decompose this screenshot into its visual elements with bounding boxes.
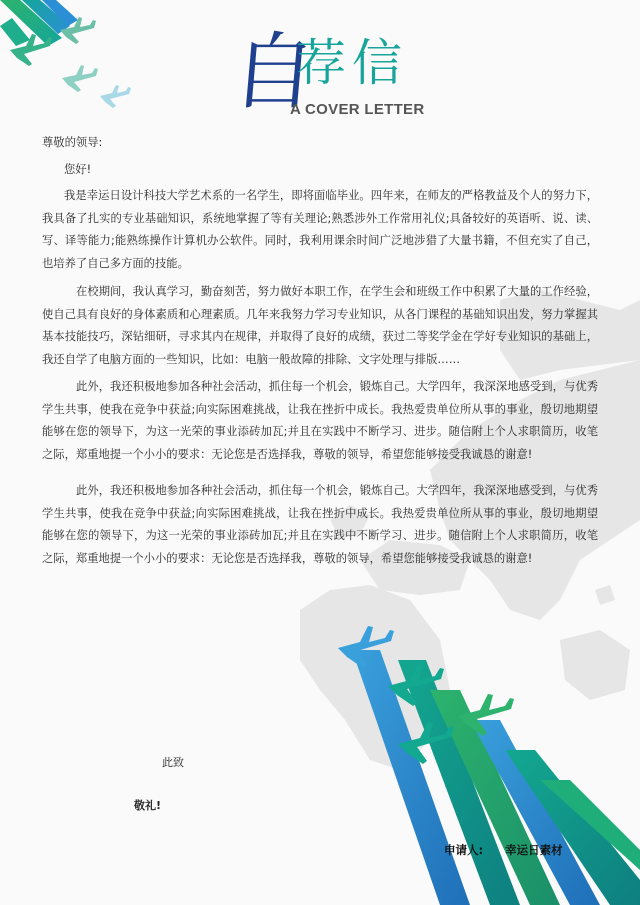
title-first-char: 自 — [227, 23, 321, 121]
paragraph-activities: 此外，我还积极地参加各种社会活动，抓住每一个机会，锻炼自己。大学四年，我深深地感受到，与优秀学生共事，使我在竞争中获益;向实际困难挑战，让我在挫折中成长。我热爱贵单位所从事的事业，殷切地期望能够在您的领导下，为这一光荣的事业添砖加瓦;并且在实践中不断学习、进步。随信附上个人求职简历，收笔之际，郑重地提一个小小的要求：无论您是否选择我，尊敬的领导，希望您能够接受我诚恳的谢意! — [42, 380, 598, 461]
paragraph-school: 在校期间，我认真学习，勤奋刻苦，努力做好本职工作，在学生会和班级工作中积累了大量的工作经验，使自己具有良好的身体素质和心理素质。几年来我努力学习专业知识，从各门课程的基础知识出发，努力掌握其基本技能技巧，深钻细研，寻求其内在规律，并取得了良好的成绩，获过二等奖学金在学好专业知识的基础上，我还自学了电脑方面的一些知识，比如：电脑一般故障的排除、文字处理与排版…… — [42, 285, 598, 366]
signature-block — [444, 842, 563, 858]
closing-phrase: 此致 — [162, 756, 184, 769]
applicant-name: 幸运日素材 — [505, 843, 563, 857]
greeting: 您好! — [64, 162, 92, 176]
top-left-planes — [10, 17, 131, 108]
salutation: 尊敬的领导: — [42, 136, 103, 149]
letter-body — [42, 132, 598, 574]
top-left-stripes — [0, 0, 78, 46]
paragraph-intro: 我是幸运日设计科技大学艺术系的一名学生，即将面临毕业。四年来，在师友的严格教益及个人的努力下，我具备了扎实的专业基础知识，系统地掌握了等有关理论;熟悉涉外工作常用礼仪;具备较好的英语听、说、读、写、译等能力;能熟练操作计算机办公软件。同时，我利用课余时间广泛地涉猎了大量书籍，不但充实了自己，也培养了自己多方面的技能。 — [42, 189, 598, 270]
title-rest: 荐信 — [296, 34, 408, 92]
paragraph-activities-repeat: 此外，我还积极地参加各种社会活动，抓住每一个机会，锻炼自己。大学四年，我深深地感受到，与优秀学生共事，使我在竞争中获益;向实际困难挑战，让我在挫折中成长。我热爱贵单位所从事的事业，殷切地期望能够在您的领导下，为这一光荣的事业添砖加瓦;并且在实践中不断学习、进步。随信附上个人求职简历，收笔之际，郑重地提一个小小的要求：无论您是否选择我，尊敬的领导，希望您能够接受我诚恳的谢意! — [42, 484, 598, 565]
applicant-label: 申请人: — [444, 843, 484, 857]
title-english: A COVER LETTER — [290, 101, 425, 118]
regards: 敬礼! — [134, 799, 162, 812]
